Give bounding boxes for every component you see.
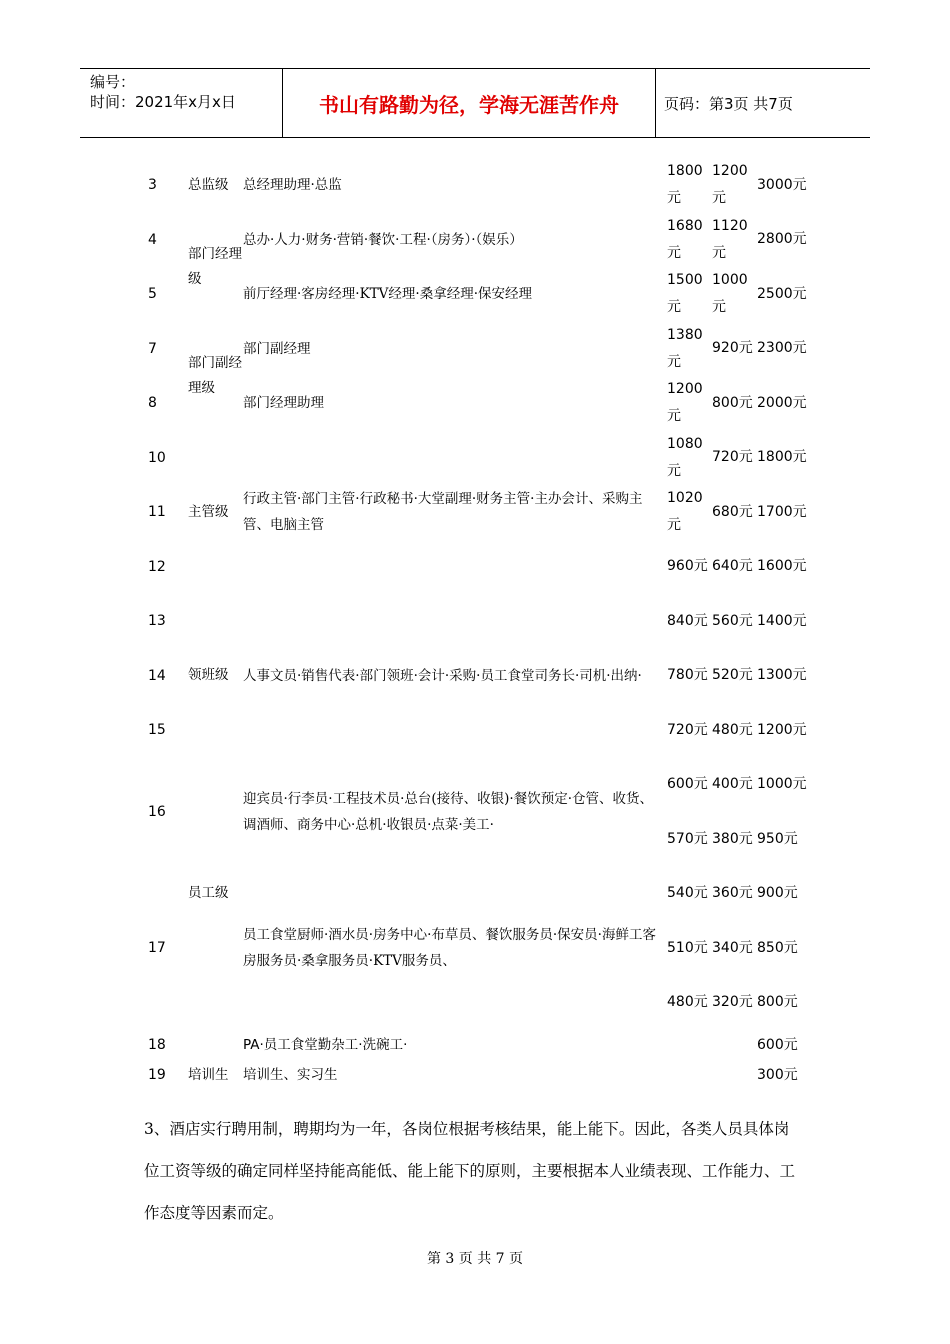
pay-3: 850元 — [757, 939, 798, 956]
pay-3: 2300元 — [757, 340, 807, 357]
pay-3: 1400元 — [757, 612, 807, 629]
pay-1: 480元 — [667, 994, 708, 1011]
pay-3: 800元 — [757, 994, 798, 1011]
table-row — [144, 376, 817, 431]
pay-3: 600元 — [757, 1036, 798, 1053]
pay-1: 1080元 — [667, 435, 703, 479]
grade-level: 主管级 — [188, 503, 229, 520]
grade-number: 18 — [148, 1037, 166, 1053]
grade-positions: 人事文员·销售代表·部门领班·会计·采购·员工食堂司务长·司机·出纳· — [243, 667, 642, 684]
time-label: 时间：2021年x月x日 — [90, 93, 236, 111]
pay-1: 840元 — [667, 612, 708, 629]
table-row — [144, 649, 817, 704]
table-row — [144, 322, 817, 377]
pay-3: 1800元 — [757, 449, 807, 466]
pay-1: 720元 — [667, 721, 708, 738]
grade-level: 总监级 — [188, 176, 229, 193]
pay-1: 600元 — [667, 776, 708, 793]
grade-positions: 部门副经理 — [243, 340, 311, 357]
table-row — [144, 158, 817, 213]
grade-positions: 部门经理助理 — [243, 395, 324, 412]
grade-number: 3 — [148, 177, 157, 194]
pay-3: 1200元 — [757, 721, 807, 738]
number-label: 编号： — [90, 73, 136, 91]
grade-number: 17 — [148, 940, 166, 957]
pay-3: 1300元 — [757, 667, 807, 684]
pay-2 — [712, 1030, 757, 1060]
pay-1: 1680元 — [667, 217, 703, 261]
pay-1: 1800元 — [667, 163, 703, 207]
table-row — [144, 1030, 817, 1060]
pay-2: 640元 — [712, 558, 753, 575]
page-header — [80, 68, 870, 138]
grade-level — [188, 1030, 243, 1060]
pay-1: 540元 — [667, 885, 708, 902]
pay-1: 570元 — [667, 830, 708, 847]
pay-3: 900元 — [757, 885, 798, 902]
pay-1: 1500元 — [667, 272, 703, 316]
table-row — [144, 540, 817, 595]
header-motto: 书山有路勤为径，学海无涯苦作舟 — [319, 92, 619, 117]
pay-1: 780元 — [667, 667, 708, 684]
pay-3: 3000元 — [757, 176, 807, 193]
grade-number: 4 — [148, 231, 157, 248]
grade-level: 培训生 — [188, 1066, 229, 1083]
pay-2: 400元 — [712, 776, 753, 793]
table-row — [144, 703, 817, 758]
grade-number: 16 — [148, 804, 166, 820]
pay-2: 520元 — [712, 667, 753, 684]
pay-3: 950元 — [757, 830, 798, 847]
grade-positions: 行政主管·部门主管·行政秘书·大堂副理·财务主管·主办会计、采购主管、电脑主管 — [243, 491, 643, 534]
pay-1: 960元 — [667, 558, 708, 575]
grade-level-manager: 部门经理级 — [188, 246, 242, 287]
table-row — [144, 867, 817, 922]
pay-2 — [712, 1060, 757, 1090]
pay-1: 1380元 — [667, 326, 703, 370]
header-page-label: 页码：第3页 共7页 — [664, 94, 793, 113]
grade-positions: 总办·人力·财务·营销·餐饮·工程·（房务）·（娱乐） — [243, 231, 523, 248]
table-row — [144, 485, 817, 540]
grade-number: 15 — [148, 722, 166, 739]
pay-2: 560元 — [712, 612, 753, 629]
pay-1: 510元 — [667, 939, 708, 956]
grade-number: 5 — [148, 286, 157, 303]
pay-3: 2500元 — [757, 285, 807, 302]
grade-number: 10 — [148, 449, 166, 466]
grade-positions — [243, 540, 667, 595]
pay-2: 380元 — [712, 830, 753, 847]
pay-3: 2000元 — [757, 394, 807, 411]
grade-positions — [243, 594, 667, 649]
pay-2: 340元 — [712, 939, 753, 956]
grade-positions — [243, 431, 667, 486]
pay-1: 1020元 — [667, 490, 703, 534]
grade-level-staff: 员工级 — [188, 885, 229, 902]
grade-positions: 培训生、实习生 — [243, 1067, 338, 1083]
pay-3: 1600元 — [757, 558, 807, 575]
grade-number: 8 — [148, 395, 157, 412]
pay-2: 720元 — [712, 449, 753, 466]
table-row — [144, 1060, 817, 1090]
table-row — [144, 213, 817, 268]
grade-positions: PA·员工食堂勤杂工·洗碗工· — [243, 1037, 408, 1053]
header-motto-cell — [282, 69, 656, 137]
grade-number: 14 — [148, 667, 166, 684]
pay-1 — [667, 1030, 712, 1060]
grade-level-deputy: 部门副经理级 — [188, 355, 242, 396]
pay-2: 1120元 — [712, 217, 748, 261]
pay-1 — [667, 1060, 712, 1090]
grade-number: 19 — [148, 1067, 166, 1083]
grade-positions: 迎宾员·行李员·工程技术员·总台(接待、收银)·餐饮预定·仓管、收货、调酒师、商务中心·总机·收银员·点菜·美工· — [243, 791, 653, 833]
grade-number: 12 — [148, 558, 166, 575]
pay-3: 1000元 — [757, 776, 807, 793]
salary-grade-table — [144, 158, 817, 1090]
pay-3: 300元 — [757, 1066, 798, 1083]
grade-positions: 员工食堂厨师·酒水员·房务中心·布草员、餐饮服务员·保安员·海鲜工客房服务员·桑拿服务员·KTV服务员、 — [243, 927, 656, 970]
grade-number: 13 — [148, 613, 166, 630]
pay-2: 1000元 — [712, 272, 748, 316]
grade-positions: 总经理助理·总监 — [243, 177, 342, 194]
grade-number: 7 — [148, 340, 157, 357]
pay-2: 1200元 — [712, 163, 748, 207]
pay-3: 1700元 — [757, 503, 807, 520]
page-footer: 第 3 页 共 7 页 — [426, 1251, 524, 1267]
pay-2: 320元 — [712, 994, 753, 1011]
body-paragraph: 3、酒店实行聘用制，聘期均为一年，各岗位根据考核结果，能上能下。因此，各类人员具体岗位工资等级的确定同样坚持能高能低、能上能下的原则，主要根据本人业绩表现、工作能力、工作态度等因素而定。 — [144, 1120, 796, 1222]
header-left — [80, 69, 282, 137]
grade-level: 领班级 — [188, 667, 229, 684]
table-row — [144, 594, 817, 649]
grade-positions — [243, 703, 667, 758]
table-row — [144, 758, 817, 813]
grade-positions: 前厅经理·客房经理·KTV经理·桑拿经理·保安经理 — [243, 286, 533, 303]
table-row — [144, 431, 817, 486]
pay-2: 800元 — [712, 394, 753, 411]
pay-2: 680元 — [712, 503, 753, 520]
pay-2: 360元 — [712, 885, 753, 902]
pay-2: 480元 — [712, 721, 753, 738]
pay-1: 1200元 — [667, 381, 703, 425]
pay-3: 2800元 — [757, 231, 807, 248]
grade-number: 11 — [148, 504, 166, 521]
pay-2: 920元 — [712, 340, 753, 357]
table-row — [144, 267, 817, 322]
